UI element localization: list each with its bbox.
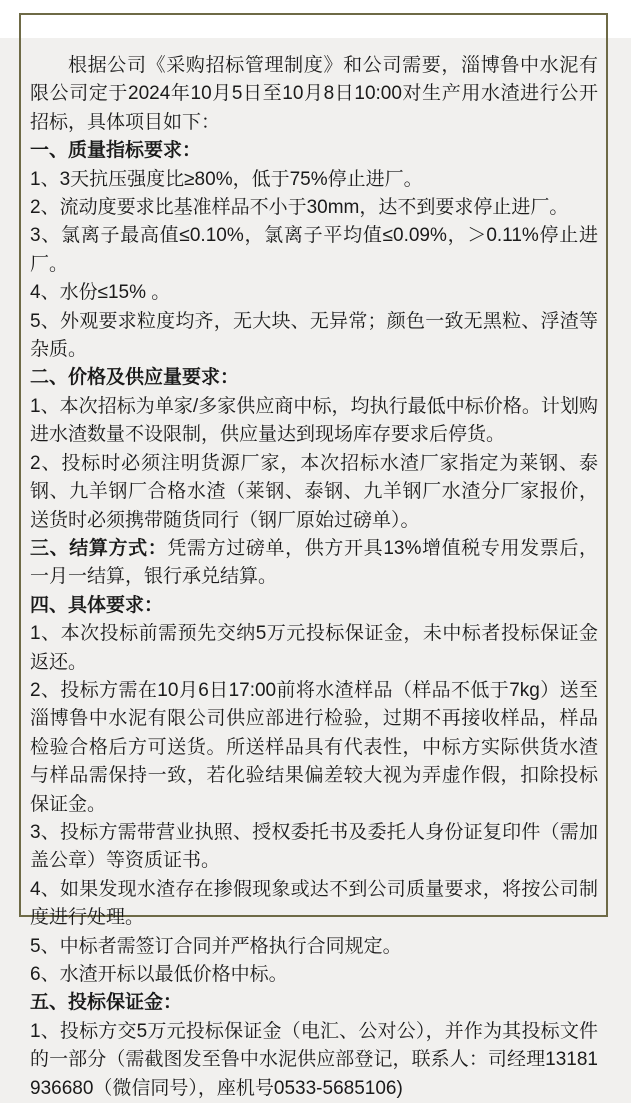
section-2-item-2: 2、投标时必须注明货源厂家，本次招标水渣厂家指定为莱钢、泰钢、九羊钢厂合格水渣（莱钢、泰钢、九羊钢厂水渣分厂家报价，送货时必须携带随货同行（钢厂原始过磅单）。	[30, 452, 598, 531]
section-4-item-3: 3、投标方需带营业执照、授权委托书及委托人身份证复印件（需加盖公章）等资质证书。	[30, 821, 598, 872]
section-3-paragraph	[30, 535, 598, 592]
section-1-item-5: 5、外观要求粒度均齐，无大块、无异常；颜色一致无黑粒、浮渣等杂质。	[30, 310, 598, 361]
section-1-item-2: 2、流动度要求比基准样品不小于30mm，达不到要求停止进厂。	[30, 197, 569, 219]
section-4-item-4: 4、如果发现水渣存在掺假现象或达不到公司质量要求，将按公司制度进行处理。	[30, 878, 598, 929]
intro-paragraph: 根据公司《采购招标管理制度》和公司需要，淄博鲁中水泥有限公司定于2024年10月5日至10月8日10:00对生产用水渣进行公开招标，具体项目如下：	[30, 55, 598, 133]
document-content	[21, 15, 606, 1103]
section-5-item-1: 1、投标方交5万元投标保证金（电汇、公对公），并作为其投标文件的一部分（需截图发至鲁中水泥供应部登记，联系人：司经理13181936680（微信同号），座机号0533-5685106)	[30, 1020, 598, 1099]
section-3-lead: 凭需方过磅单，供方开具13%增值税专用发票后，一月一结算，银行承兑结算。	[30, 537, 598, 588]
section-1-heading: 一、质量指标要求：	[30, 140, 202, 162]
document-frame	[19, 13, 608, 1099]
section-4-item-6: 6、水渣开标以最低价格中标。	[30, 964, 288, 985]
section-4-item-2: 2、投标方需在10月6日17:00前将水渣样品（样品不低于7kg）送至淄博鲁中水泥有限公司供应部进行检验，过期不再接收样品，样品检验合格后方可送货。所送样品具有代表性，中标方实际供货水渣与样品需保持一致，若化验结果偏差较大视为弄虚作假，扣除投标保证金。	[30, 679, 598, 815]
section-4-heading: 四、具体要求：	[30, 594, 164, 616]
section-2-item-1: 1、本次招标为单家/多家供应商中标，均执行最低中标价格。计划购进水渣数量不设限制，供应量达到现场库存要求后停货。	[30, 395, 598, 446]
section-4-item-1: 1、本次投标前需预先交纳5万元投标保证金，未中标者投标保证金返还。	[30, 623, 598, 673]
section-1-item-3: 3、氯离子最高值≤0.10%，氯离子平均值≤0.09%，＞0.11%停止进厂。	[30, 225, 598, 275]
section-2-heading: 二、价格及供应量要求：	[30, 367, 240, 389]
section-1-item-4: 4、水份≤15% 。	[30, 282, 171, 304]
section-5-heading: 五、投标保证金：	[30, 992, 183, 1014]
section-4-item-5: 5、中标者需签订合同并严格执行合同规定。	[30, 935, 402, 957]
section-1-item-1: 1、3天抗压强度比≥80%，低于75%停止进厂。	[30, 168, 423, 190]
section-3-heading: 三、结算方式：	[30, 537, 168, 559]
